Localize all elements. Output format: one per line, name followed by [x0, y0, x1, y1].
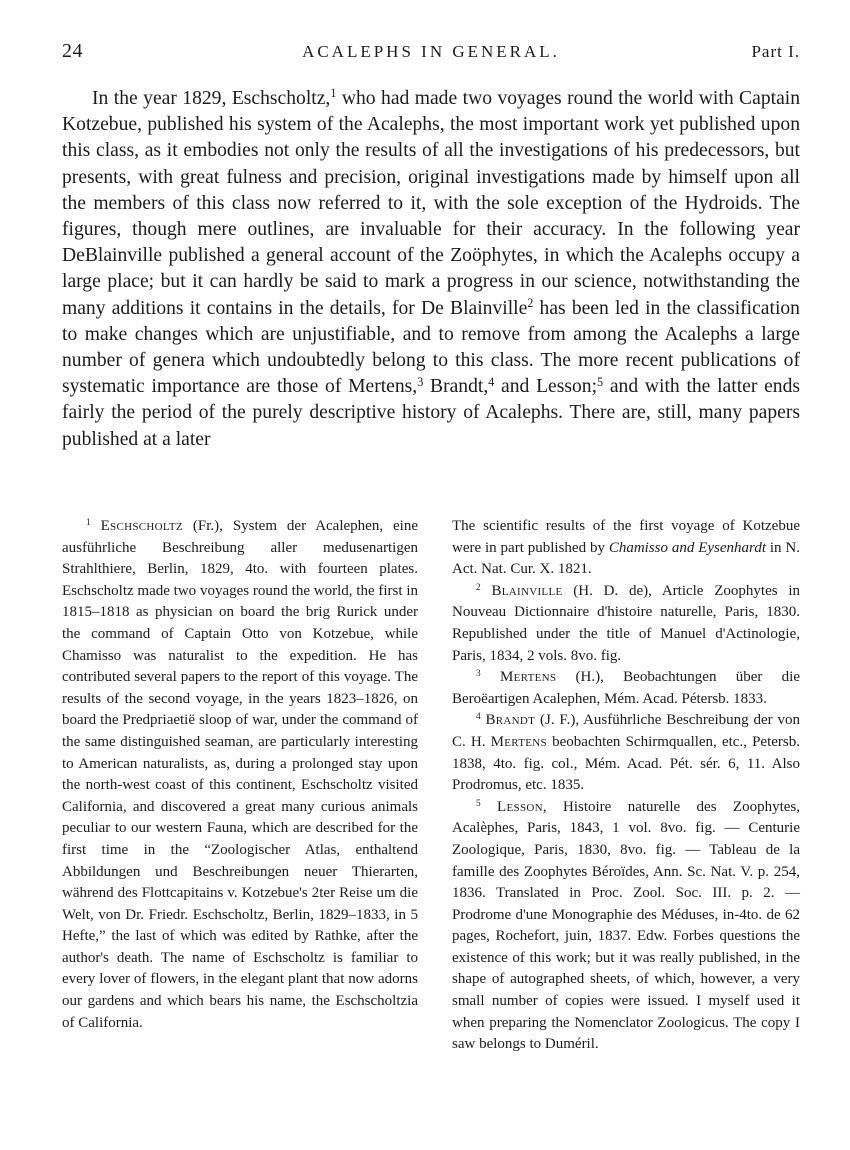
footnote-author: Lesson	[497, 798, 543, 815]
footnote-text: (J. F.), Ausführliche Beschreibung der von C. H.	[452, 712, 800, 750]
body-text-segment: In the year 1829, Eschscholtz,	[92, 88, 331, 109]
footnote-text: (H.), Beobachtungen über die Beroëartigen Acalephen, Mém. Acad. Pétersb. 1833.	[452, 669, 800, 707]
body-paragraph	[62, 86, 800, 453]
body-text-segment: and Lesson;	[494, 376, 598, 398]
footnote-text: beobachten Schirmquallen, etc., Petersb. 1838, 4to. fig. col., Mém. Acad. Pét. sér. 6, 11. Also Prodromus, etc. 1835.	[452, 733, 800, 794]
footnote-author: Blainville	[491, 582, 563, 599]
footnote-text: in N. Act. Nat. Cur. X. 1821.	[452, 539, 800, 578]
footnote-author: Mertens	[490, 733, 547, 750]
footnote-number: 5	[476, 798, 481, 809]
footnote-text: , Histoire naturelle des Zoophytes, Acalèphes, Paris, 1843, 1 vol. 8vo. fig. — Centurie Zoologique, Paris, 1830, 8vo. fig. — Tableau de la famille des Zoophytes Béroïdes, Ann. Sc. Nat. V. p. 254, 1836. Translated in Proc. Zool. Soc. III. p. 2. — Prodrome d'une Monographie des Méduses, in-4to. de 62 pages, Rochefort, juin, 1837. Edw. Forbes questions the existence of this work; but it was really published, in the shape of autographed sheets, of which, however, a very small number of copies were issued. I myself used it when preparing the Nomenclator Zoologicus. The copy I saw belongs to Duméril.	[452, 798, 801, 1053]
running-head	[62, 40, 800, 66]
footnote-author: Mertens	[499, 669, 557, 686]
footnote-3	[452, 667, 800, 710]
footnote-number: 3	[476, 669, 481, 680]
footnote-ref: 1	[330, 86, 337, 101]
footnote-5	[452, 797, 800, 1056]
footnote-4	[452, 710, 800, 796]
footnote-author: Eschscholtz	[100, 518, 183, 534]
footnote-ref: 2	[527, 295, 534, 310]
footnote-number: 4	[476, 712, 481, 723]
running-title: ACALEPHS IN GENERAL.	[302, 42, 560, 61]
footnote-text: (Fr.), System der Acalephen, eine ausführliche Beschreibung aller medusenartigen Strahlthiere, Berlin, 1829, 4to. with fourteen plates. Eschscholtz made two voyages round the world, the first in 1815–1818 as physician on board the brig Rurick under the command of Captain Otto von Kotzebue, while Chamisso was naturalist to the expedition. He has contributed several papers to the report of this voyage. The results of the second voyage, in the years 1823–1826, on board the Predpriaetië sloop of war, under the command of the same distinguished seaman, are particularly interesting to American naturalists, as, during a prolonged stay upon the north-west coast of this continent, Eschscholtz visited California, and discovered a great many curious animals peculiar to our western Fauna, which are described for the first time in the “Zoologischer Atlas, enthaltend Abbildungen und Beschreibungen neuer Thierarten, während des Flottcapitains v. Kotzebue's 2ter Reise um die Welt, von Dr. Friedr. Eschscholtz, Berlin, 1829–1833, in 5 Hefte,” the last of which was edited by Rathke, after the author's death. The name of Eschscholtz is familiar to every lover of flowers, in the elegant plant that now adorns our gardens and which bears his name, the Eschscholtzia of California.	[62, 518, 418, 1031]
body-text-segment: has been led in the classification to make changes which are unjustifiable, and to remove from among the Acalephs a large number of genera which undoubtedly belong to this class. The more recent publications of systematic importance are those of Mertens,	[62, 297, 800, 398]
footnote-text: The scientific results of the first voyage of Kotzebue were in part published by	[452, 518, 800, 556]
part-label: Part I.	[751, 42, 800, 61]
footnote-1-continuation	[452, 516, 800, 581]
footnotes-left-column	[62, 516, 418, 1034]
footnote-ref: 5	[597, 374, 604, 389]
footnote-1	[62, 516, 418, 1034]
body-text-segment: and with the latter ends fairly the period of the purely descriptive history of Acalephs. There are, still, many papers published at a later	[62, 376, 801, 450]
footnote-number: 1	[86, 517, 91, 528]
footnote-2	[452, 581, 800, 667]
footnote-italic-names: Chamisso and Eysenhardt	[608, 539, 766, 556]
footnote-text: (H. D. de), Article Zoophytes in Nouveau Dictionnaire d'histoire naturelle, Paris, 1830. Republished under the title of Manuel d'Actinologie, Paris, 1834, 2 vols. 8vo. fig.	[452, 582, 801, 664]
footnote-ref: 4	[488, 374, 495, 389]
footnote-author: Brandt	[485, 712, 536, 729]
page-number: 24	[62, 40, 83, 62]
footnote-ref: 3	[417, 374, 424, 389]
footnote-number: 2	[476, 582, 481, 593]
body-text-segment: Brandt,	[423, 376, 489, 398]
body-text-segment: who had made two voyages round the world with Captain Kotzebue, published his system of the Acalephs, the most important work yet published upon this class, as it embodies not only the results of all the investigations of his predecessors, but presents, with great fulness and precision, original investigations made by himself upon all the members of this class now referred to it, with the sole exception of the Hydroids. The figures, though mere outlines, are invaluable for their accuracy. In the following year DeBlainville published a general account of the Zoöphytes, in which the Acalephs occupy a large place; but it can hardly be said to mark a progress in our science, notwithstanding the many additions it contains in the details, for De Blainville	[62, 88, 801, 319]
footnotes-right-column	[452, 516, 800, 1056]
